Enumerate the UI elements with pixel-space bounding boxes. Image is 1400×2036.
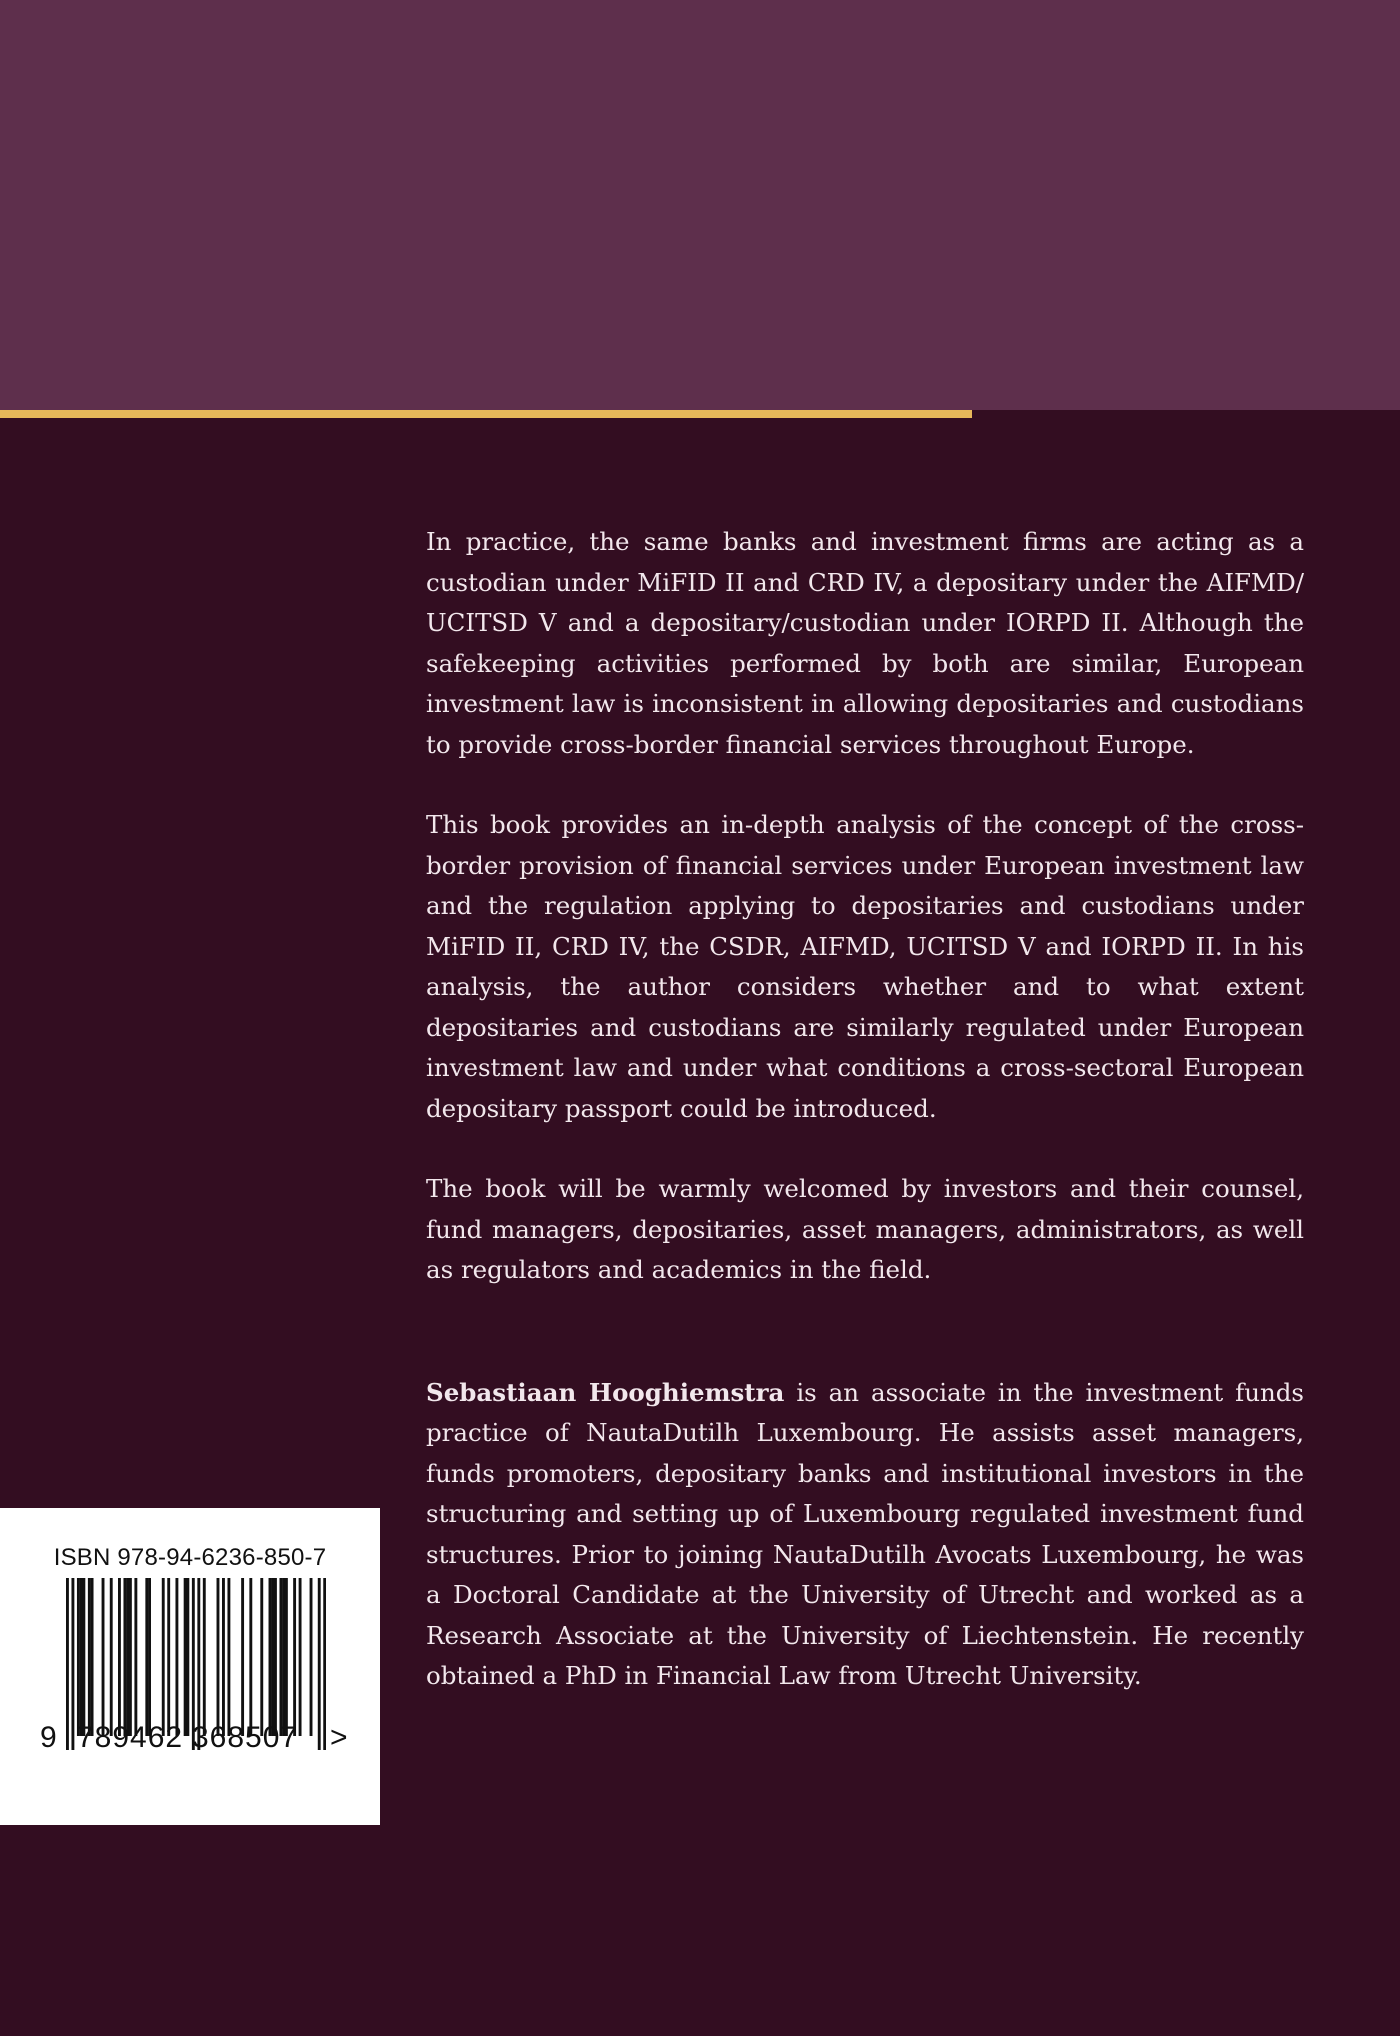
barcode-bar (102, 1578, 105, 1736)
barcode-bar (126, 1578, 129, 1736)
barcode-bar (77, 1578, 80, 1736)
barcode-bar (123, 1578, 126, 1736)
barcode-bar (110, 1578, 113, 1736)
isbn-barcode-box (0, 1508, 380, 1825)
gold-divider-rule (0, 410, 972, 418)
barcode-bar (80, 1578, 83, 1736)
barcode-bar (167, 1578, 170, 1736)
barcode-bar (118, 1578, 121, 1736)
barcode-bar (145, 1578, 148, 1736)
barcode-bar (260, 1578, 263, 1736)
barcode-bar (249, 1578, 252, 1736)
barcode-bar (184, 1578, 187, 1736)
barcode-bar (271, 1578, 274, 1736)
blurb-paragraph-2: This book provides an in-depth analysis of the concept of the cross-border provision of financial services under European investment law and the regulation applying to depositaries and custodians under MiFID II, CRD IV, the CSDR, AIFMD, UCITSD V and IORPD II. In his analysis, the author considers whether and to what extent depositaries and custodians are similarly regulated under European investment law and under what conditions a cross-sectoral European depositary passport could be introduced. (426, 810, 1304, 1123)
author-bio (426, 1373, 1304, 1697)
barcode-bar (222, 1578, 225, 1736)
barcode-bar (175, 1578, 178, 1736)
barcode-bar (134, 1578, 137, 1736)
barcode-bar (162, 1578, 165, 1736)
barcode-guard-bar (71, 1578, 74, 1750)
barcode-quiet-zone-mark: > (330, 1721, 348, 1754)
barcode-bar (285, 1578, 288, 1736)
barcode-bar (91, 1578, 94, 1736)
blurb-paragraph-1: In practice, the same banks and investment firms are acting as a custodian under MiFID II and CRD IV, a depositary under the AIFMD/ UCITSD V and a depositary/custodian under IORPD II. Although the safekeeping activities performed by both are similar, European investment law is inconsistent in allowing depositaries and custodians to provide cross-border financial services throughout Europe. (426, 527, 1304, 759)
barcode-first-digit: 9 (40, 1721, 57, 1754)
barcode-bar (269, 1578, 272, 1736)
barcode-bar (299, 1578, 302, 1736)
barcode-bar (274, 1578, 277, 1736)
cover-top-band (0, 0, 1400, 410)
barcode-bar (217, 1578, 220, 1736)
barcode-guard-bar (318, 1578, 321, 1750)
author-name: Sebastiaan Hooghiemstra (426, 1377, 785, 1407)
barcode-bar (186, 1578, 189, 1736)
barcode-bar (293, 1578, 296, 1736)
barcode-bar (279, 1578, 282, 1736)
blurb-paragraph-3: The book will be warmly welcomed by investors and their counsel, fund managers, depositaries, asset managers, administrators, as well as regulators and academics in the field. (426, 1174, 1304, 1284)
barcode-bar (310, 1578, 313, 1736)
isbn-label: ISBN 978-94-6236-850-7 (53, 1544, 327, 1571)
barcode-bar (129, 1578, 132, 1736)
barcode-bar (148, 1578, 151, 1736)
barcode-guard-bar (323, 1578, 326, 1750)
barcode-bar (203, 1578, 206, 1736)
back-cover-text (426, 522, 1304, 1737)
barcode-bar (227, 1578, 230, 1736)
barcode-bar (282, 1578, 285, 1736)
barcode-left-digits: 789462 (77, 1721, 184, 1754)
barcode-bar (241, 1578, 244, 1736)
barcode-right-digits: 368507 (192, 1721, 299, 1754)
barcode-bar (88, 1578, 91, 1736)
author-bio-text: is an associate in the investment funds practice of NautaDutilh Luxembourg. He assists asset managers, funds promoters, depositary banks and institutional investors in the structuring and setting up of Luxembourg regulated investment fund structures. Prior to joining NautaDutilh Avocats Luxembourg, he was a Doctoral Candidate at the University of Utrecht and worked as a Research Associate at the University of Liechtenstein. He recently obtained a PhD in Financial Law from Utrecht University. (426, 1377, 1305, 1690)
barcode-bar (82, 1578, 85, 1736)
barcode-guard-bar (66, 1578, 69, 1750)
